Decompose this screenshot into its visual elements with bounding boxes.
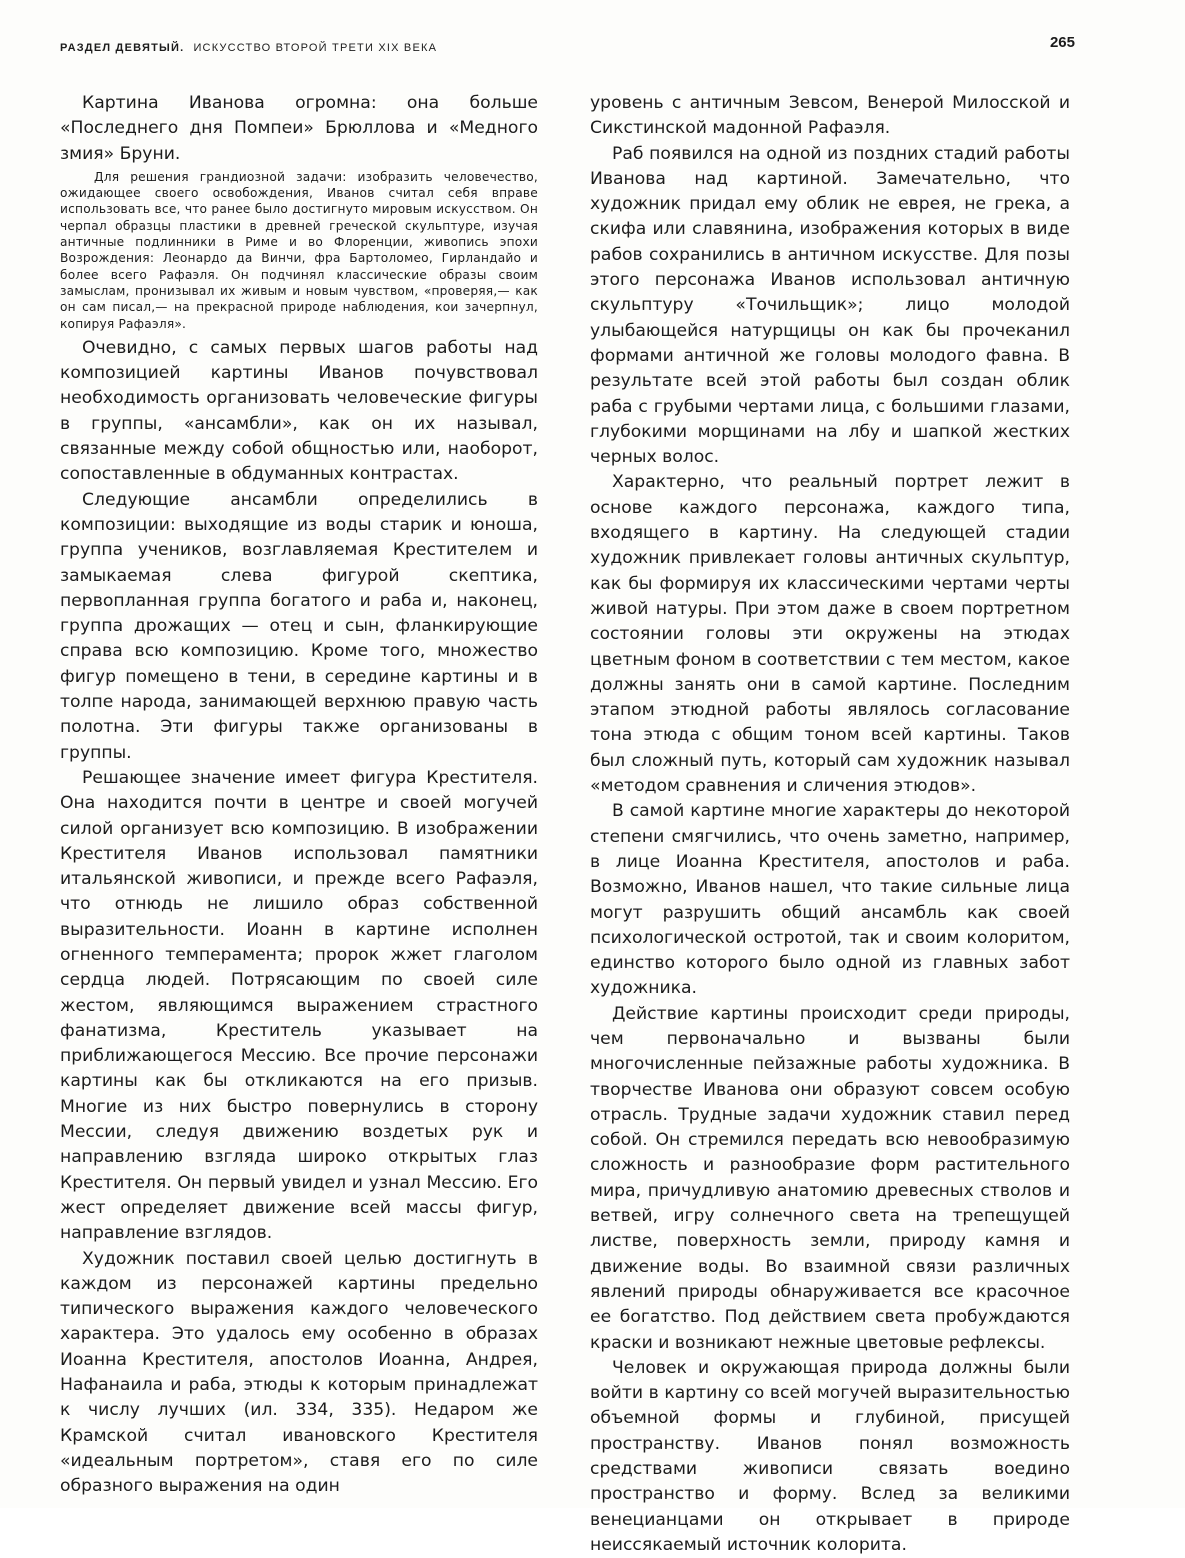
chapter-title: ИСКУССТВО ВТОРОЙ ТРЕТИ XIX ВЕКА [193,42,438,54]
paragraph: Очевидно, с самых первых шагов работы над композицией картины Иванов почувствовал необходимость организовать человеческие фигуры в группы, «ансамбли», как он их называл, связанные между собой общностью или, наоборот, сопоставленные в обдуманных контрастах. [60,337,538,485]
paragraph: Действие картины происходит среди природы, чем первоначально и вызваны были многочисленные пейзажные работы художника. В творчестве Иванова они образуют совсем особую отрасль. Трудные задачи художник ставил перед собой. Он стремился передать всю невообразимую сложность и разнообразие форм растительного мира, причудливую анатомию древесных стволов и ветвей, игру солнечного света на трепещущей листве, поверхность земли, природу камня и движение воды. Во взаимной связи различных явлений природы обнаруживается все красочное ее богатство. Под действием света пробуждаются краски и возникают нежные цветовые рефлексы. [590,1003,1070,1353]
small-print-paragraph: Для решения грандиозной задачи: изобразить человечество, ожидающее своего освобождения, Иванов считал себя вправе использовать все, что ранее было достигнуто мировым искусством. Он черпал образцы пластики в древней греческой скульптуре, изучая античные подлинники в Риме и во Флоренции, живопись эпохи Возрождения: Леонардо да Винчи, фра Бартоломео, Гирландайо и более всего Рафаэля. Он подчинял классические образы своим замыслам, пронизывал их живым и новым чувством, «проверяя,— как он сам писал,— на прекрасной природе наблюдения, кои зачерпнул, копируя Рафаэля». [60,169,538,331]
paragraph: Решающее значение имеет фигура Крестителя. Она находится почти в центре и своей могучей силой организует всю композицию. В изображении Крестителя Иванов использовал памятники итальянской живописи, и прежде всего Рафаэля, что отнюдь не лишило образ собственной выразительности. Иоанн в картине исполнен огненного темперамента; пророк жжет глаголом сердца людей. Потрясающим по своей силе жестом, являющимся выражением страстного фанатизма, Креститель указывает на приближающегося Мессию. Все прочие персонажи картины как бы откликаются на его призыв. Многие из них быстро повернулись в сторону Мессии, следуя движению воздетых рук и направлению взгляда широко открытых глаз Крестителя. Он первый увидел и узнал Мессию. Его жест определяет движение всей массы фигур, направление взглядов. [60,767,538,1244]
page-number: 265 [1049,34,1075,51]
paragraph: Характерно, что реальный портрет лежит в основе каждого персонажа, каждого типа, входящего в картину. На следующей стадии художник привлекает головы античных скульптур, как бы формируя их классическими чертами черты живой натуры. При этом даже в своем портретном состоянии головы эти окружены на этюдах цветным фоном в соответствии с тем местом, какое должны занять они в самой картине. Последним этапом этюдной работы являлось согласование тона этюда с общим тоном всей картины. Таков был сложный путь, который сам художник называл «методом сравнения и сличения этюдов». [590,472,1070,797]
paragraph: Картина Иванова огромна: она больше «Последнего дня Помпеи» Брюллова и «Медного змия» Бруни. [60,93,538,164]
paragraph: Художник поставил своей целью достигнуть в каждом из персонажей картины предельно типического выражения каждого человеческого характера. Это удалось ему особенно в образах Иоанна Крестителя, апостолов Иоанна, Андрея, Нафанаила и раба, этюды к которым принадлежат к числу лучших (ил. 334, 335). Недаром же Крамской считал ивановского Крестителя «идеальным портретом», ставя его по силе образного выражения на один [60,1248,538,1497]
section-label: РАЗДЕЛ ДЕВЯТЫЙ. [60,42,185,54]
paragraph: В самой картине многие характеры до некоторой степени смягчились, что очень заметно, например, в лице Иоанна Крестителя, апостолов и раба. Возможно, Иванов нашел, что такие сильные лица могут разрушить общий ансамбль как своей психологической остротой, так и своим колоритом, единство которого было одной из главных забот художника. [590,801,1070,999]
right-text-column [590,91,1070,1558]
paragraph: Следующие ансамбли определились в композиции: выходящие из воды старик и юноша, группа учеников, возглавляемая Крестителем и замыкаемая слева фигурой скептика, первопланная группа богатого и раба и, наконец, группа дрожащих — отец и сын, фланкирующие справа всю композицию. Кроме того, множество фигур помещено в тени, в середине картины и в толпе народа, занимающей верхнюю правую часть полотна. Эти фигуры также организованы в группы. [60,489,538,763]
paragraph: Человек и окружающая природа должны были войти в картину со всей могучей выразительностью объемной формы и глубиной, присущей пространству. Иванов понял возможность средствами живописи связать воедино пространство и форму. Вслед за великими венецианцами он открывает в природе неиссякаемый источник колорита. [590,1357,1070,1555]
continued-paragraph: уровень с античным Зевсом, Венерой Милосской и Сикстинской мадонной Рафаэля. [590,93,1070,139]
left-text-column [60,91,538,1500]
running-header [60,36,1075,58]
paragraph: Раб появился на одной из поздних стадий работы Иванова над картиной. Замечательно, что художник придал ему облик не еврея, не грека, а скифа или славянина, изображения которых в виде рабов сохранились в античном искусстве. Для позы этого персонажа Иванов использовал античную скульптуру «Точильщик»; лицо молодой улыбающейся натурщицы он как бы прочеканил формами античной же головы молодого фавна. В результате всей этой работы был создан облик раба с грубыми чертами лица, с большими глазами, глубокими морщинами на лбу и шапкой жестких черных волос. [590,143,1070,468]
